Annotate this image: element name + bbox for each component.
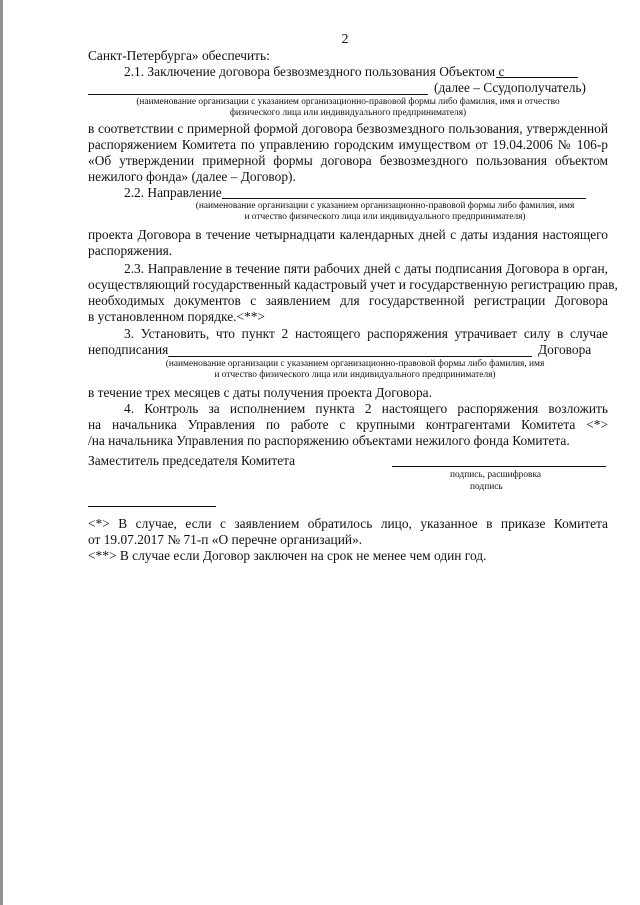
clause-2-2: 2.2. Направление: [124, 185, 222, 200]
blank-line: [88, 94, 428, 95]
field-caption: и отчество физического лица или индивидуального предпринимателя): [214, 370, 496, 380]
clause-2-1: 2.1. Заключение договора безвозмездного пользования Объектом с: [124, 64, 505, 79]
footnote-separator: [88, 506, 216, 507]
clause-2-3: 2.3. Направление в течение пяти рабочих дней с даты подписания Договора в орган,: [124, 261, 608, 276]
text-line: распоряжения.: [88, 243, 173, 258]
text-line: распоряжением Комитета по управлению городским имуществом от 19.04.2006 № 106-р: [88, 137, 608, 152]
text-line: Договора: [538, 342, 592, 357]
field-caption: физического лица или индивидуального предпринимателя): [229, 108, 467, 118]
blank-line: [222, 198, 586, 199]
signature-caption: подпись: [470, 482, 503, 492]
text-line: в соответствии с примерной формой договора безвозмездного пользования, утвержденной: [88, 121, 608, 136]
clause-3: 3. Установить, что пункт 2 настоящего распоряжения утрачивает силу в случае: [124, 326, 608, 341]
text-line: в течение трех месяцев с даты получения проекта Договора.: [88, 385, 432, 400]
page-number: 2: [341, 32, 349, 47]
text-line: (далее – Ссудополучатель): [434, 80, 586, 95]
field-caption: (наименование организации с указанием организационно-правовой формы либо фамилия, имя: [165, 359, 545, 369]
clause-4: 4. Контроль за исполнением пункта 2 настоящего распоряжения возложить: [124, 401, 608, 416]
field-caption: (наименование организации с указанием организационно-правовой формы либо фамилия, имя и отчество: [136, 97, 560, 107]
text-line: на начальника Управления по работе с крупными контрагентами Комитета <*>: [88, 417, 608, 432]
text-line: в установленном порядке.<**>: [88, 309, 265, 324]
signatory-title: Заместитель председателя Комитета: [88, 453, 296, 468]
footnote-1: <*> В случае, если с заявлением обратилось лицо, указанное в приказе Комитета: [88, 516, 608, 531]
field-caption: (наименование организации с указанием организационно-правовой формы либо фамилия, имя: [195, 201, 575, 211]
text-line: неподписания: [88, 342, 169, 357]
text-line: осуществляющий государственный кадастровый учет и государственную регистрацию прав,: [88, 277, 618, 292]
text-line: «Об утверждении примерной формы договора безвозмездного пользования объектом: [88, 153, 608, 168]
text-line: /на начальника Управления по распоряжению объектами нежилого фонда Комитета.: [88, 433, 570, 448]
text-line: необходимых документов с заявлением для государственной регистрации Договора: [88, 293, 608, 308]
scan-edge: [0, 0, 3, 905]
signature-caption: подпись, расшифровка: [450, 470, 542, 480]
field-caption: и отчество физического лица или индивидуального предпринимателя): [244, 212, 526, 222]
footnote-2: <**> В случае если Договор заключен на срок не менее чем один год.: [88, 548, 487, 563]
text-line: нежилого фонда» (далее – Договор).: [88, 169, 296, 184]
text-line: Санкт-Петербурга» обеспечить:: [88, 48, 270, 63]
footnote-1-cont: от 19.07.2017 № 71-п «О перечне организаций».: [88, 532, 363, 547]
text-line: проекта Договора в течение четырнадцати календарных дней с даты издания настоящего: [88, 227, 608, 242]
blank-line: [168, 356, 532, 357]
signature-line: [392, 466, 606, 467]
blank-line: [496, 77, 578, 78]
